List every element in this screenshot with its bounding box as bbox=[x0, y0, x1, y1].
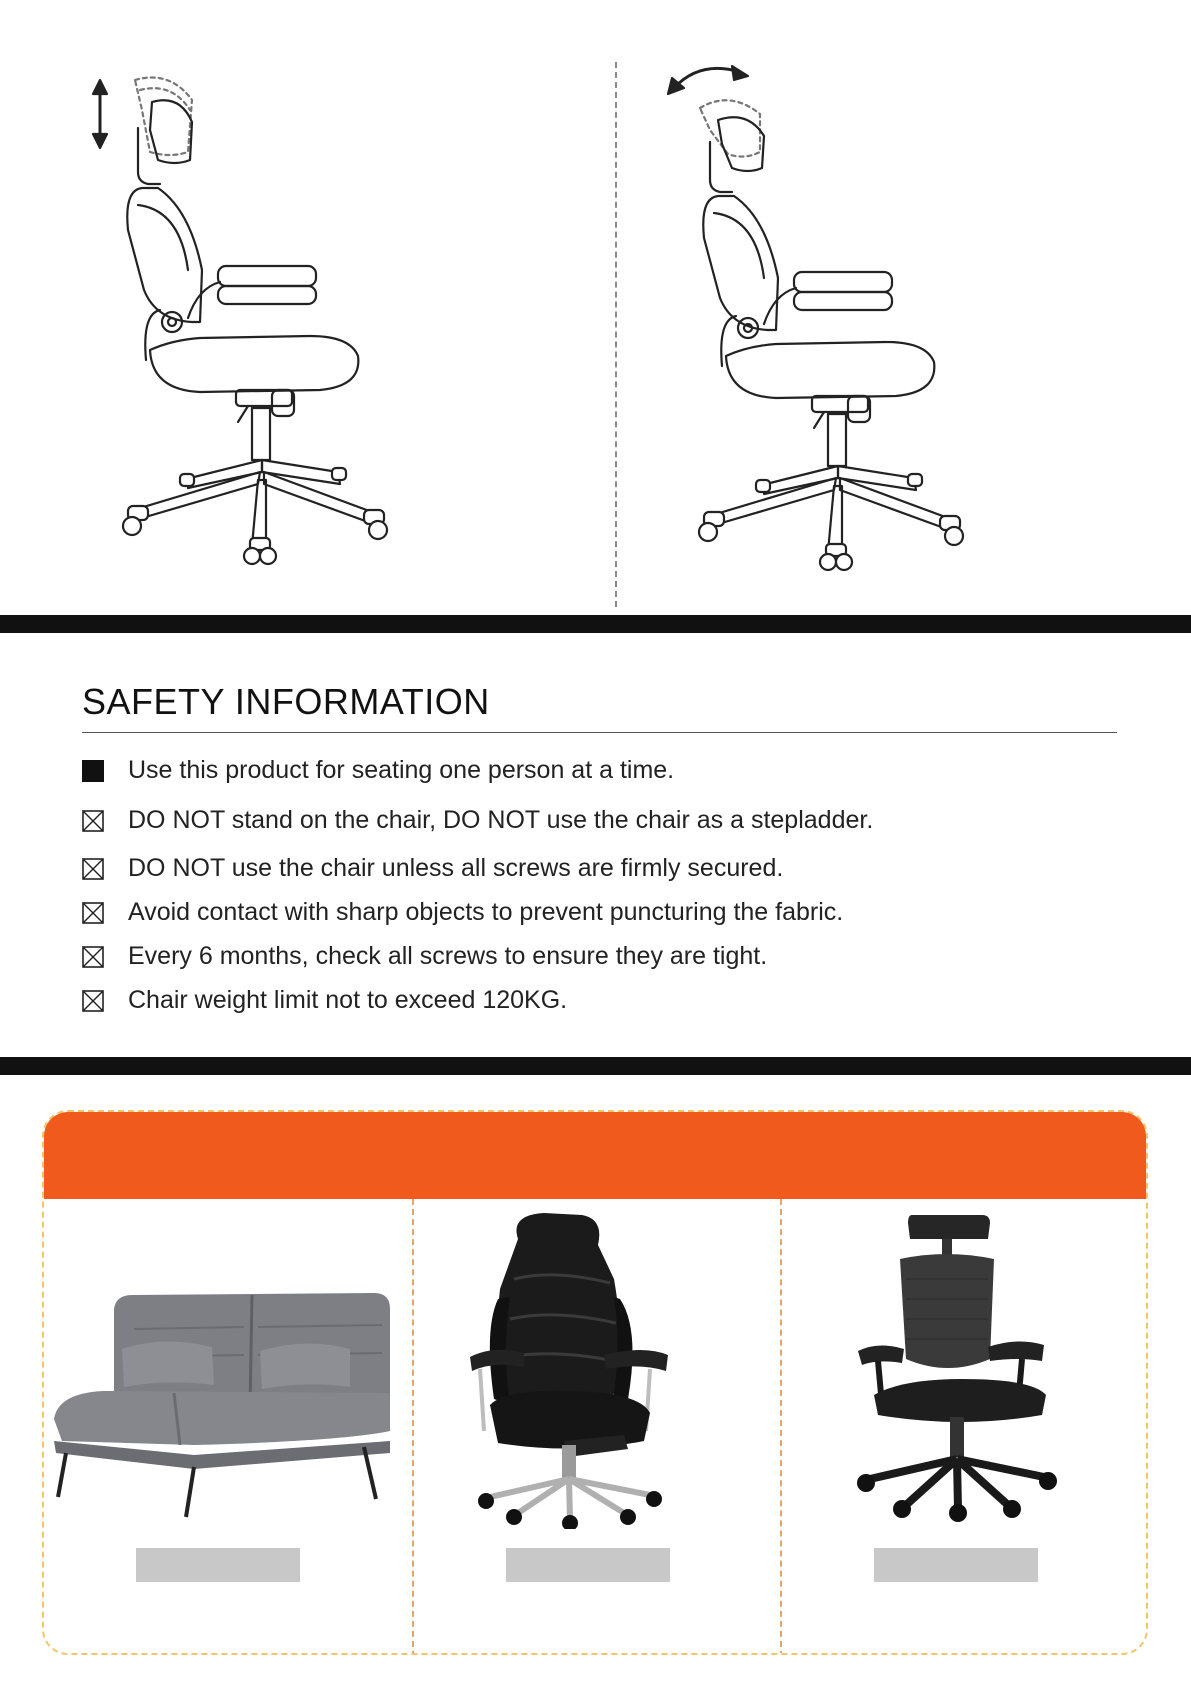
boxed-x-icon bbox=[82, 946, 104, 968]
safety-item bbox=[82, 756, 674, 785]
boxed-x-icon bbox=[82, 902, 104, 924]
product-tile-mesh-chair[interactable] bbox=[780, 1199, 1148, 1655]
chair-diagram-headrest-tilt bbox=[660, 60, 990, 600]
related-products-card bbox=[42, 1110, 1148, 1655]
dashed-divider bbox=[615, 62, 617, 607]
safety-item bbox=[82, 986, 567, 1015]
safety-information-section bbox=[82, 680, 1117, 1014]
headrest-adjustment-diagram bbox=[0, 0, 1191, 615]
safety-item-text: DO NOT use the chair unless all screws are firmly secured. bbox=[128, 854, 784, 882]
safety-item-text: Avoid contact with sharp objects to prevent puncturing the fabric. bbox=[128, 898, 844, 926]
boxed-x-icon bbox=[82, 858, 104, 880]
price-placeholder bbox=[136, 1548, 300, 1582]
mesh-chair-image bbox=[782, 1209, 1148, 1529]
section-divider-bar bbox=[0, 1057, 1191, 1075]
boxed-x-icon bbox=[82, 990, 104, 1012]
executive-chair-image bbox=[414, 1209, 781, 1529]
curved-double-arrow-icon bbox=[668, 66, 748, 94]
safety-item bbox=[82, 806, 873, 835]
products-header-band bbox=[44, 1112, 1146, 1199]
safety-item bbox=[82, 854, 783, 883]
chair-diagram-headrest-height bbox=[80, 60, 410, 600]
safety-item bbox=[82, 898, 843, 927]
safety-item-text: DO NOT stand on the chair, DO NOT use the chair as a stepladder. bbox=[128, 806, 874, 834]
safety-item bbox=[82, 942, 767, 971]
section-divider-bar bbox=[0, 615, 1191, 633]
sofa-image bbox=[44, 1209, 411, 1529]
price-placeholder bbox=[506, 1548, 670, 1582]
product-tile-executive-chair[interactable] bbox=[412, 1199, 781, 1655]
product-tile-sofa[interactable] bbox=[44, 1199, 411, 1655]
boxed-x-icon bbox=[82, 810, 104, 832]
price-placeholder bbox=[874, 1548, 1038, 1582]
safety-item-text: Chair weight limit not to exceed 120KG. bbox=[128, 986, 568, 1014]
safety-item-text: Use this product for seating one person at a time. bbox=[128, 756, 675, 784]
section-title: SAFETY INFORMATION bbox=[82, 681, 490, 722]
title-underline bbox=[82, 732, 1117, 733]
filled-square-icon bbox=[82, 760, 104, 782]
safety-item-text: Every 6 months, check all screws to ensure they are tight. bbox=[128, 942, 768, 970]
up-down-arrow-icon bbox=[93, 80, 107, 148]
